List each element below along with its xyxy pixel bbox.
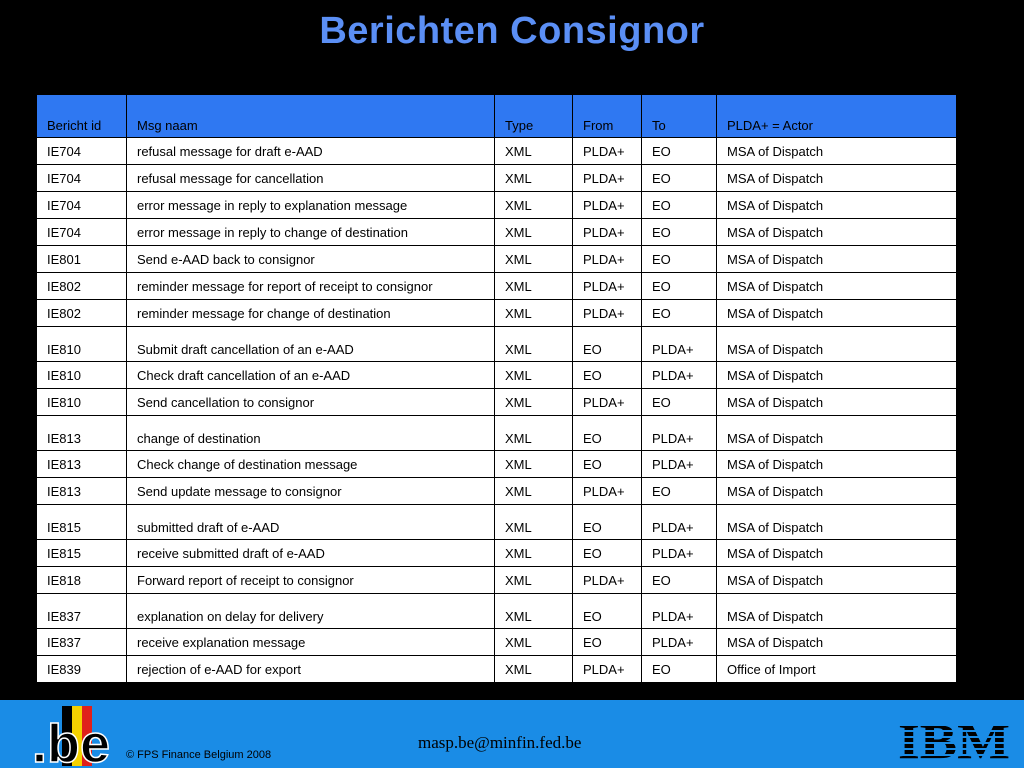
from-cell: EO [573, 594, 642, 629]
type-cell: XML [495, 138, 573, 165]
msg-naam-cell: error message in reply to change of destination [127, 219, 495, 246]
bericht-id-cell: IE837 [37, 629, 127, 656]
type-cell: XML [495, 300, 573, 327]
bericht-id-cell: IE704 [37, 219, 127, 246]
bericht-id-cell: IE818 [37, 567, 127, 594]
msg-naam-cell: error message in reply to explanation message [127, 192, 495, 219]
msg-naam-cell: change of destination [127, 416, 495, 451]
table-row [37, 416, 957, 451]
to-cell: EO [642, 273, 717, 300]
footer-bar [0, 700, 1024, 768]
msg-naam-cell: Submit draft cancellation of an e-AAD [127, 327, 495, 362]
bericht-id-cell: IE801 [37, 246, 127, 273]
bericht-id-cell: IE813 [37, 451, 127, 478]
to-cell: PLDA+ [642, 327, 717, 362]
msg-naam-cell: refusal message for cancellation [127, 165, 495, 192]
table-row [37, 594, 957, 629]
from-cell: EO [573, 629, 642, 656]
ibm-logo-text: IBM [898, 714, 1010, 764]
table-row [37, 656, 957, 683]
ibm-logo [898, 714, 1018, 764]
table-row [37, 505, 957, 540]
msg-naam-cell: Send update message to consignor [127, 478, 495, 505]
type-cell: XML [495, 416, 573, 451]
bericht-id-cell: IE810 [37, 362, 127, 389]
table-row [37, 327, 957, 362]
column-header: PLDA+ = Actor [717, 95, 957, 138]
actor-cell: MSA of Dispatch [717, 567, 957, 594]
actor-cell: Office of Import [717, 656, 957, 683]
table-body [37, 138, 957, 683]
actor-cell: MSA of Dispatch [717, 594, 957, 629]
type-cell: XML [495, 594, 573, 629]
column-header: Msg naam [127, 95, 495, 138]
bericht-id-cell: IE813 [37, 416, 127, 451]
actor-cell: MSA of Dispatch [717, 540, 957, 567]
bericht-id-cell: IE810 [37, 327, 127, 362]
table-row [37, 273, 957, 300]
messages-table [36, 94, 957, 683]
bericht-id-cell: IE815 [37, 505, 127, 540]
column-header: Type [495, 95, 573, 138]
table-row [37, 246, 957, 273]
msg-naam-cell: Forward report of receipt to consignor [127, 567, 495, 594]
msg-naam-cell: explanation on delay for delivery [127, 594, 495, 629]
bericht-id-cell: IE810 [37, 389, 127, 416]
msg-naam-cell: receive explanation message [127, 629, 495, 656]
column-header: To [642, 95, 717, 138]
table-row [37, 138, 957, 165]
bericht-id-cell: IE839 [37, 656, 127, 683]
table-row [37, 389, 957, 416]
table-header-row [37, 95, 957, 138]
table-row [37, 478, 957, 505]
actor-cell: MSA of Dispatch [717, 327, 957, 362]
type-cell: XML [495, 505, 573, 540]
to-cell: PLDA+ [642, 594, 717, 629]
to-cell: EO [642, 138, 717, 165]
msg-naam-cell: refusal message for draft e-AAD [127, 138, 495, 165]
from-cell: PLDA+ [573, 567, 642, 594]
actor-cell: MSA of Dispatch [717, 629, 957, 656]
msg-naam-cell: Check change of destination message [127, 451, 495, 478]
from-cell: PLDA+ [573, 656, 642, 683]
to-cell: EO [642, 246, 717, 273]
msg-naam-cell: Send e-AAD back to consignor [127, 246, 495, 273]
contact-email: masp.be@minfin.fed.be [418, 733, 582, 752]
table-row [37, 629, 957, 656]
type-cell: XML [495, 540, 573, 567]
type-cell: XML [495, 165, 573, 192]
bericht-id-cell: IE837 [37, 594, 127, 629]
bericht-id-cell: IE704 [37, 138, 127, 165]
actor-cell: MSA of Dispatch [717, 416, 957, 451]
actor-cell: MSA of Dispatch [717, 165, 957, 192]
to-cell: EO [642, 478, 717, 505]
actor-cell: MSA of Dispatch [717, 273, 957, 300]
type-cell: XML [495, 478, 573, 505]
from-cell: EO [573, 540, 642, 567]
msg-naam-cell: Check draft cancellation of an e-AAD [127, 362, 495, 389]
to-cell: PLDA+ [642, 540, 717, 567]
to-cell: PLDA+ [642, 416, 717, 451]
table-row [37, 567, 957, 594]
column-header: From [573, 95, 642, 138]
type-cell: XML [495, 629, 573, 656]
slide-title: Berichten Consignor [319, 10, 705, 52]
type-cell: XML [495, 656, 573, 683]
to-cell: EO [642, 389, 717, 416]
bericht-id-cell: IE815 [37, 540, 127, 567]
bericht-id-cell: IE802 [37, 300, 127, 327]
to-cell: EO [642, 165, 717, 192]
be-logo [32, 704, 118, 768]
from-cell: PLDA+ [573, 246, 642, 273]
to-cell: EO [642, 656, 717, 683]
to-cell: EO [642, 567, 717, 594]
from-cell: EO [573, 505, 642, 540]
from-cell: PLDA+ [573, 478, 642, 505]
to-cell: PLDA+ [642, 451, 717, 478]
msg-naam-cell: reminder message for change of destination [127, 300, 495, 327]
type-cell: XML [495, 327, 573, 362]
actor-cell: MSA of Dispatch [717, 478, 957, 505]
from-cell: PLDA+ [573, 165, 642, 192]
actor-cell: MSA of Dispatch [717, 219, 957, 246]
actor-cell: MSA of Dispatch [717, 362, 957, 389]
table-row [37, 300, 957, 327]
type-cell: XML [495, 451, 573, 478]
msg-naam-cell: rejection of e-AAD for export [127, 656, 495, 683]
to-cell: PLDA+ [642, 505, 717, 540]
from-cell: PLDA+ [573, 389, 642, 416]
table-row [37, 219, 957, 246]
msg-naam-cell: Send cancellation to consignor [127, 389, 495, 416]
table-row [37, 165, 957, 192]
table-row [37, 451, 957, 478]
from-cell: EO [573, 416, 642, 451]
to-cell: EO [642, 192, 717, 219]
to-cell: PLDA+ [642, 629, 717, 656]
actor-cell: MSA of Dispatch [717, 192, 957, 219]
from-cell: PLDA+ [573, 192, 642, 219]
bericht-id-cell: IE704 [37, 165, 127, 192]
copyright-text: © FPS Finance Belgium 2008 [126, 749, 272, 761]
actor-cell: MSA of Dispatch [717, 451, 957, 478]
type-cell: XML [495, 273, 573, 300]
actor-cell: MSA of Dispatch [717, 138, 957, 165]
type-cell: XML [495, 362, 573, 389]
type-cell: XML [495, 389, 573, 416]
from-cell: EO [573, 327, 642, 362]
msg-naam-cell: submitted draft of e-AAD [127, 505, 495, 540]
bericht-id-cell: IE802 [37, 273, 127, 300]
bericht-id-cell: IE813 [37, 478, 127, 505]
to-cell: PLDA+ [642, 362, 717, 389]
actor-cell: MSA of Dispatch [717, 505, 957, 540]
be-logo-text: .be [32, 714, 111, 768]
to-cell: EO [642, 219, 717, 246]
type-cell: XML [495, 192, 573, 219]
from-cell: PLDA+ [573, 273, 642, 300]
from-cell: PLDA+ [573, 138, 642, 165]
type-cell: XML [495, 246, 573, 273]
type-cell: XML [495, 567, 573, 594]
table-row [37, 362, 957, 389]
msg-naam-cell: receive submitted draft of e-AAD [127, 540, 495, 567]
from-cell: EO [573, 362, 642, 389]
column-header: Bericht id [37, 95, 127, 138]
msg-naam-cell: reminder message for report of receipt to consignor [127, 273, 495, 300]
from-cell: EO [573, 451, 642, 478]
type-cell: XML [495, 219, 573, 246]
table-row [37, 540, 957, 567]
actor-cell: MSA of Dispatch [717, 246, 957, 273]
to-cell: EO [642, 300, 717, 327]
bericht-id-cell: IE704 [37, 192, 127, 219]
actor-cell: MSA of Dispatch [717, 300, 957, 327]
from-cell: PLDA+ [573, 219, 642, 246]
table-row [37, 192, 957, 219]
from-cell: PLDA+ [573, 300, 642, 327]
actor-cell: MSA of Dispatch [717, 389, 957, 416]
